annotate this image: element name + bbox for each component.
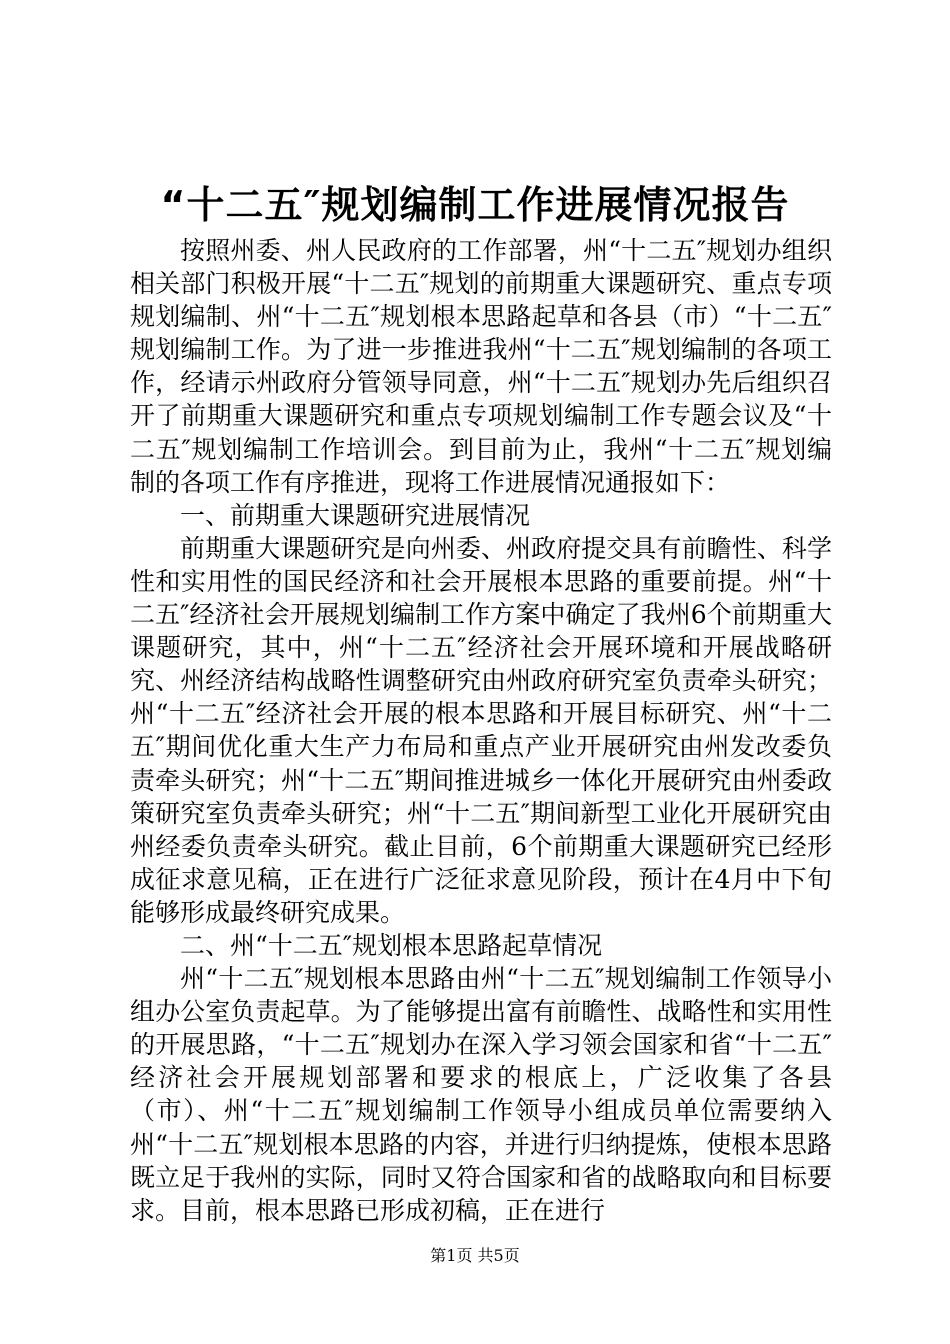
section-heading-1: 一、前期重大课题研究进展情况	[180, 500, 531, 530]
paragraph-drafting: 州“十二五″规划根本思路由州“十二五″规划编制工作领导小组办公室负责起草。为了能够提出富有前瞻性、战略性和实用性的开展思路，“十二五″规划办在深入学习领会国家和省“十二五″经济社会开展规划部署和要求的根底上，广泛收集了各县（市）、州“十二五″规划编制工作领导小组成员单位需要纳入州“十二五″规划根本思路的内容，并进行归纳提炼，使根本思路既立足于我州的实际，同时又符合国家和省的战略取向和目标要求。目前，根本思路已形成初稿，正在进行	[130, 964, 832, 1225]
page-footer: 第1页 共5页	[430, 1246, 520, 1265]
paragraph-research: 前期重大课题研究是向州委、州政府提交具有前瞻性、科学性和实用性的国民经济和社会开展根本思路的重要前提。州“十二五″经济社会开展规划编制工作方案中确定了我州6个前期重大课题研究，其中，州“十二五″经济社会开展环境和开展战略研究、州经济结构战略性调整研究由州政府研究室负责牵头研究；州“十二五″经济社会开展的根本思路和开展目标研究、州“十二五″期间优化重大生产力布局和重点产业开展研究由州发改委负责牵头研究；州“十二五″期间推进城乡一体化开展研究由州委政策研究室负责牵头研究；州“十二五″期间新型工业化开展研究由州经委负责牵头研究。截止目前，6个前期重大课题研究已经形成征求意见稿，正在进行广泛征求意见阶段，预计在4月中下旬能够形成最终研究成果。	[130, 533, 832, 927]
document-body	[130, 234, 832, 1227]
paragraph-intro: 按照州委、州人民政府的工作部署，州“十二五″规划办组织相关部门积极开展“十二五″规划的前期重大课题研究、重点专项规划编制、州“十二五″规划根本思路起草和各县（市）“十二五″规划编制工作。为了进一步推进我州“十二五″规划编制的各项工作，经请示州政府分管领导同意，州“十二五″规划办先后组织召开了前期重大课题研究和重点专项规划编制工作专题会议及“十二五″规划编制工作培训会。到目前为止，我州“十二五″规划编制的各项工作有序推进，现将工作进展情况通报如下：	[130, 236, 832, 497]
document-title: “十二五″规划编制工作进展情况报告	[160, 183, 790, 227]
section-heading-2: 二、州“十二五″规划根本思路起草情况	[180, 930, 603, 960]
